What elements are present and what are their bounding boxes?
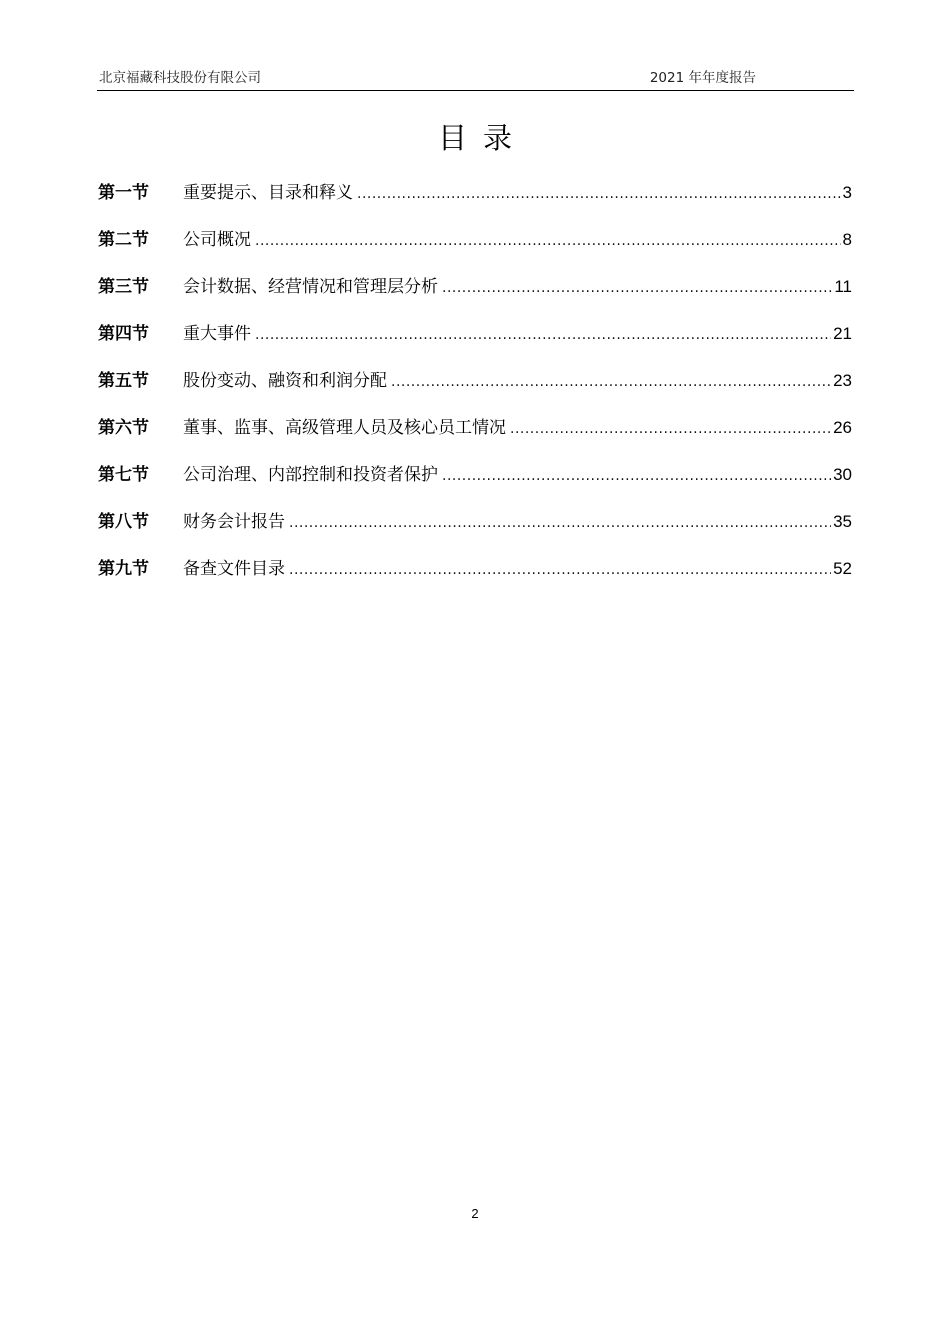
page-header xyxy=(97,66,854,88)
toc-section-number: 第二节 xyxy=(98,230,149,250)
toc-section-number: 第七节 xyxy=(98,465,149,485)
toc-section-title: 公司概况 xyxy=(183,230,251,250)
toc-page-number: 3 xyxy=(842,183,852,202)
toc-page-number: 52 xyxy=(833,559,852,578)
toc-entry[interactable] xyxy=(98,461,852,508)
toc-entry[interactable] xyxy=(98,414,852,461)
toc-entry[interactable] xyxy=(98,555,852,602)
toc-section-number: 第五节 xyxy=(98,371,149,391)
toc-entry[interactable] xyxy=(98,367,852,414)
toc-page-number: 30 xyxy=(833,465,852,484)
toc-dot-leader xyxy=(255,227,841,255)
toc-page-number: 26 xyxy=(833,418,852,437)
toc-section-title: 财务会计报告 xyxy=(183,512,285,532)
toc-section-title: 重大事件 xyxy=(183,324,251,344)
page-title: 目录 xyxy=(437,121,528,155)
toc-section-title: 会计数据、经营情况和管理层分析 xyxy=(183,277,438,297)
toc-section-title: 重要提示、目录和释义 xyxy=(183,183,353,203)
toc-entry[interactable] xyxy=(98,273,852,320)
toc-page-number: 35 xyxy=(833,512,852,531)
toc-dot-leader xyxy=(357,180,841,208)
toc-section-number: 第一节 xyxy=(98,183,149,203)
toc-section-number: 第九节 xyxy=(98,559,149,579)
toc-dot-leader xyxy=(442,462,831,490)
toc-dot-leader xyxy=(289,556,831,584)
toc-section-number: 第四节 xyxy=(98,324,149,344)
toc-entry[interactable] xyxy=(98,320,852,367)
toc-page-number: 21 xyxy=(833,324,852,343)
toc-page-number: 8 xyxy=(842,230,852,249)
toc-entry[interactable] xyxy=(98,508,852,555)
toc-page-number: 23 xyxy=(833,371,852,390)
toc-dot-leader xyxy=(391,368,831,396)
toc-dot-leader xyxy=(255,321,831,349)
table-of-contents xyxy=(98,179,852,602)
toc-entry[interactable] xyxy=(98,226,852,273)
toc-section-number: 第三节 xyxy=(98,277,149,297)
toc-section-title: 备查文件目录 xyxy=(183,559,285,579)
toc-section-title: 公司治理、内部控制和投资者保护 xyxy=(183,465,438,485)
toc-entry[interactable] xyxy=(98,179,852,226)
header-company-name: 北京福藏科技股份有限公司 xyxy=(99,70,261,86)
toc-dot-leader xyxy=(289,509,831,537)
footer-page-number: 2 xyxy=(471,1206,479,1221)
toc-section-title: 董事、监事、高级管理人员及核心员工情况 xyxy=(183,418,506,438)
toc-section-title: 股份变动、融资和利润分配 xyxy=(183,371,387,391)
toc-page-number: 11 xyxy=(834,277,852,296)
header-report-title: 2021 年年度报告 xyxy=(649,70,756,86)
toc-dot-leader xyxy=(510,415,831,443)
toc-section-number: 第八节 xyxy=(98,512,149,532)
toc-dot-leader xyxy=(442,274,832,302)
toc-section-number: 第六节 xyxy=(98,418,149,438)
header-divider xyxy=(97,90,854,91)
